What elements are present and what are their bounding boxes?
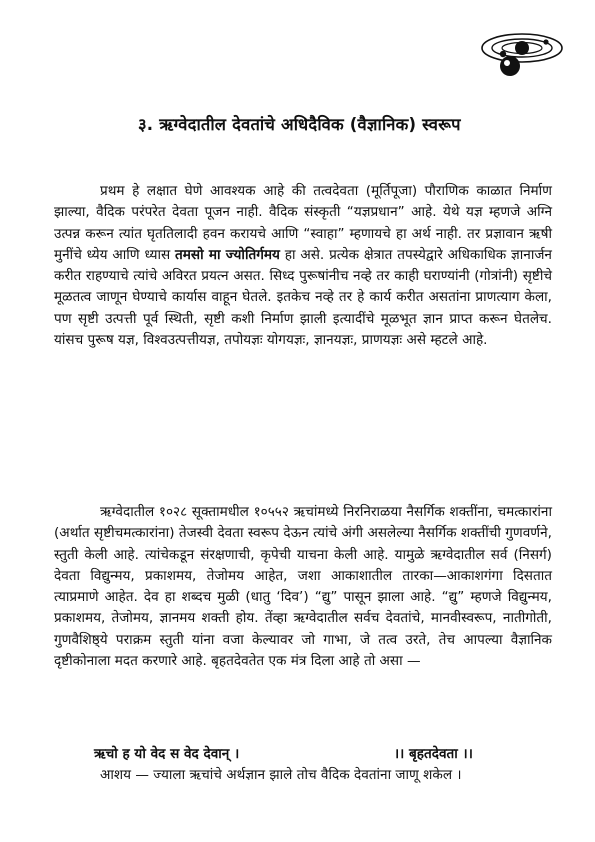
paragraph-1-part-a: प्रथम हे लक्षात घेणे आवश्यक आहे की तत्वदेवता (मूर्तिपूजा) पौराणिक काळात निर्माण झाल्या, वैदिक परंपरेत देवता पूजन नाही. वैदिक संस्कृती “यज्ञप्रधान” आहे. येथे यज्ञ म्हणजे अग्नि उत्पन्न करून त्यांत घृततिलादी हवन करायचे आणि “स्वाहा” म्हणायचे हा अर्थ नाही. तर प्रज्ञावान ऋषी मुनींचे ध्येय आणि ध्यास (54, 183, 552, 263)
orbit-logo-icon (476, 22, 564, 88)
paragraph-1-part-b: हा असे. प्रत्येक क्षेत्रात तपस्येद्वारे अधिकाधिक ज्ञानार्जन करीत राहण्याचे त्यांचे अविरत प्रयत्न असत. सिध्द पुरूषांनीच नव्हे तर काही घराण्यांनी (गोत्रांनी) सृष्टीचे मूळतत्व जाणून घेण्याचे कार्यास वाहून घेतले. इतकेच नव्हे तर हे कार्य करीत असतांना प्राणत्याग केला, पण सृष्टी उत्पत्ती पूर्व स्थिती, सृष्टी कशी निर्माण झाली इत्यादींचे मूळभूत ज्ञान प्राप्त करून घेतलेच. यांसच पुरूष यज्ञ, विश्वउत्पत्तीयज्ञ, तपोयज्ञः योगयज्ञः, ज्ञानयज्ञः, प्राणयज्ञः असे म्हटले आहे. (54, 246, 552, 349)
paragraph-1-bold-phrase: तमसो मा ज्योतिर्गमय (175, 246, 280, 263)
paragraph-2: ऋग्वेदातील १०२८ सूक्तामधील १०५५२ ऋचांमध्ये निरनिराळया नैसर्गिक शक्तींना, चमत्कारांना (अर्थात सृष्टीचमत्कारांना) तेजस्वी देवता स्वरूप देऊन त्यांचे अंगी असलेल्या नैसर्गिक शक्तींची गुणवर्णने, स्तुती केली आहे. त्यांचेकडून संरक्षणाची, कृपेची याचना केली आहे. यामुळे ऋग्वेदातील सर्व (निसर्ग) देवता विद्युन्मय, प्रकाशमय, तेजोमय आहेत, जशा आकाशातील तारका—आकाशगंगा दिसतात त्याप्रमाणे आहेत. देव हा शब्दच मुळी (धातु ‘दिव’) “द्यु” पासून झाला आहे. “द्यु” म्हणजे विद्युन्मय, प्रकाशमय, तेजोमय, ज्ञानमय शक्ती होय. तेंव्हा ऋग्वेदातील सर्वच देवतांचे, मानवीस्वरूप, नातीगोती, गुणवैशिष्ठ्ये पराक्रम स्तुती यांना वजा केल्यावर जो गाभा, जे तत्व उरते, तेच आपल्या वैज्ञानिक दृष्टीकोनाला मदत करणारे आहे. बृहतदेवतेत एक मंत्र दिला आहे तो असा — (54, 504, 552, 670)
verse-line (94, 743, 554, 762)
paragraph-1 (54, 181, 552, 351)
meaning-paragraph: आशय — ज्याला ऋचांचे अर्थज्ञान झाले तोच वैदिक देवतांना जाणू शकेल । (100, 767, 462, 783)
verse-text: ऋचो ह यो वेद स वेद देवान् । (94, 746, 240, 762)
verse-source: ।। बृहतदेवता ।। (394, 746, 473, 762)
section-heading: ३. ऋग्वेदातील देवतांचे अधिदैविक (वैज्ञानिक) स्वरूप (138, 115, 461, 134)
